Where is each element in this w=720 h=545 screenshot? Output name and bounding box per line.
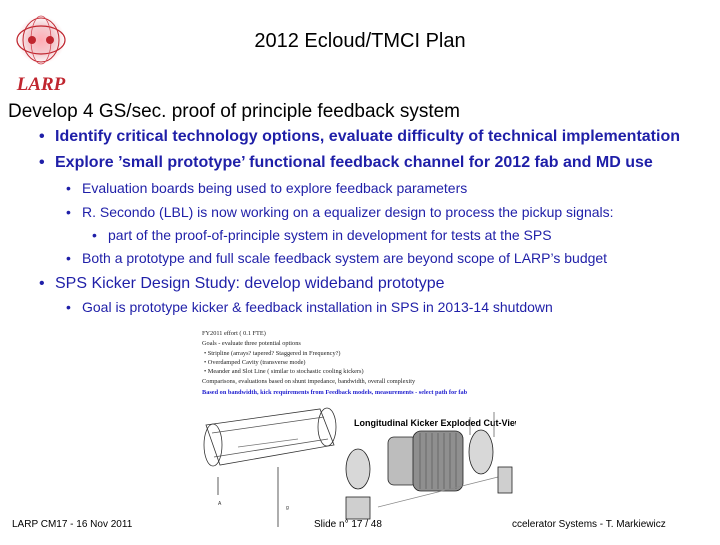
logo-text: LARP (16, 74, 66, 95)
figure-goals-line: Goals - evaluate three potential options (202, 340, 301, 347)
footer-left: LARP CM17 - 16 Nov 2011 (12, 519, 133, 530)
bullet-text: Explore ’small prototype’ functional feedback channel for 2012 fab and MD use (55, 154, 653, 171)
sub-bullet-item (66, 250, 607, 266)
bullet-dot-icon: • (92, 227, 97, 243)
sub-bullet-item (66, 180, 467, 196)
figure-cutaway-title: Longitudinal Kicker Exploded Cut-View (354, 418, 516, 428)
sub-sub-bullet-item (92, 227, 552, 243)
sub-sub-bullet-text: part of the proof-of-principle system in development for tests at the SPS (108, 227, 552, 243)
svg-text:g: g (286, 505, 289, 511)
sub-bullet-text: Both a prototype and full scale feedback system are beyond scope of LARP’s budget (82, 250, 608, 266)
exploded-kicker-drawing (346, 412, 512, 519)
figure-option-text: Overdamped Cavity (transverse mode) (207, 359, 306, 366)
figure-option-item: • Stripline (arrays? tapered? Staggered in Frequency?) (204, 350, 341, 357)
footer-center: Slide n° 17 / 48 (314, 519, 382, 530)
bullet-dot-icon: • (39, 128, 45, 145)
bullet-dot-icon: • (66, 299, 71, 315)
larp-logo (14, 12, 70, 96)
figure-option-item: • Meander and Slot Line ( similar to stochastic cooling kickers) (204, 368, 364, 375)
bullet-text: Identify critical technology options, evaluate difficulty of technical implementation (55, 128, 680, 145)
svg-text:A: A (218, 501, 222, 507)
bullet-item (39, 154, 653, 172)
figure-header-line: FY2011 effort ( 0.1 FTE) (202, 330, 266, 337)
bullet-dot-icon: • (66, 204, 71, 220)
figure-option-text: Meander and Slot Line ( similar to stochastic cooling kickers) (207, 368, 364, 375)
footer-right: ccelerator Systems - T. Markiewicz (512, 519, 666, 530)
figure-option-item: • Overdamped Cavity (transverse mode) (204, 359, 306, 366)
bullet-dot-icon: • (39, 154, 45, 171)
larp-emblem-icon (14, 12, 70, 96)
bullet-dot-icon: • (66, 180, 71, 196)
kicker-figure (198, 327, 516, 540)
sub-bullet-item (66, 299, 553, 315)
page-title: 2012 Ecloud/TMCI Plan (254, 30, 466, 52)
figure-highlight-line: Based on bandwidth, kick requirements from Feedback models, measurements - select path for fab (202, 389, 468, 396)
bullet-dot-icon: • (66, 250, 71, 266)
sub-bullet-text: Evaluation boards being used to explore feedback parameters (82, 180, 468, 196)
sub-bullet-text: R. Secondo (LBL) is now working on a equalizer design to process the pickup signals: (82, 204, 614, 220)
sub-bullet-item (66, 204, 614, 220)
sub-bullet-text: Goal is prototype kicker & feedback installation in SPS in 2013-14 shutdown (82, 299, 553, 315)
bullet-dot-icon: • (39, 275, 45, 292)
main-point: Develop 4 GS/sec. proof of principle feedback system (8, 101, 461, 122)
figure-comparison-line: Comparisons, evaluations based on shunt impedance, bandwidth, overall complexity (202, 378, 416, 385)
stripline-kicker-drawing (204, 408, 336, 527)
figure-option-text: Stripline (arrays? tapered? Staggered in Frequency?) (207, 350, 341, 357)
bullet-item (39, 128, 680, 146)
bullet-item (39, 275, 445, 293)
bullet-text: SPS Kicker Design Study: develop wideband prototype (55, 275, 445, 292)
